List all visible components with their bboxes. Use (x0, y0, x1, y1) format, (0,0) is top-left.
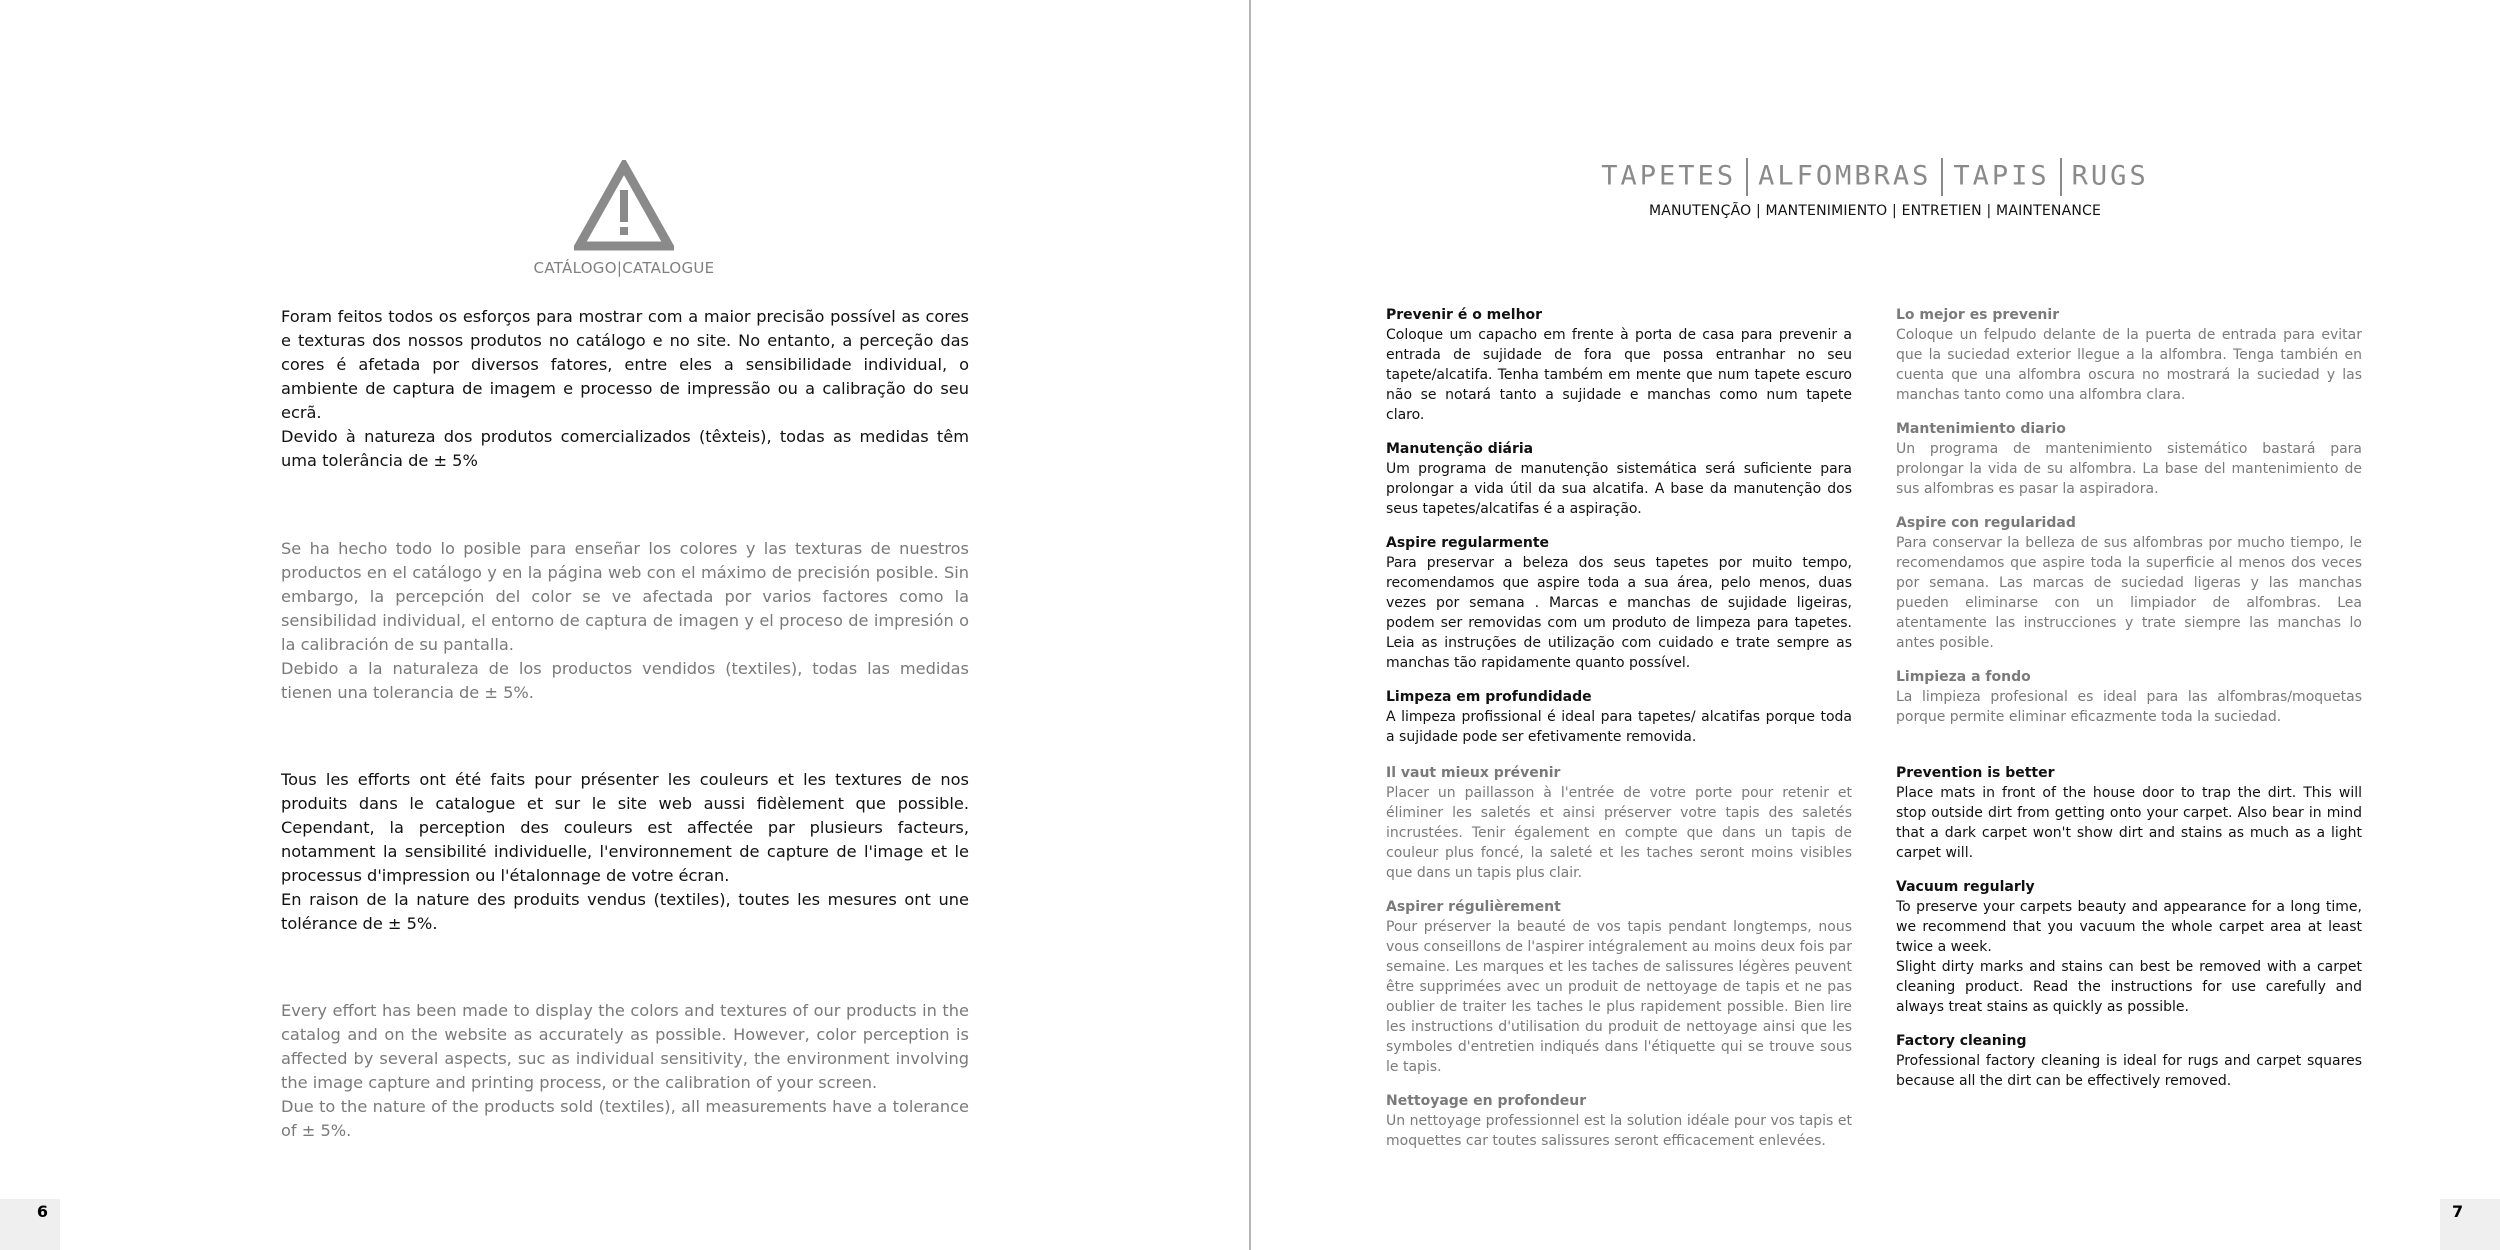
section-heading: Lo mejor es prevenir (1896, 307, 2060, 323)
section-body: Placer un paillasson à l'entrée de votre porte pour retenir et éliminer les saletés et ainsi préserver votre tapis des saletés incrustées. Tenir également en compte que dans un tapis de couleur plus foncé, la saleté et les taches seront moins visibles que dans un tapis plus clair. (1386, 785, 1852, 881)
maintenance-english (1896, 763, 2362, 1105)
section-body: Coloque un felpudo delante de la puerta de entrada para evitar que la suciedad exterior llegue a la alfombra. Tenga también en cuenta que una alfombra oscura no mostrará la suciedad y las manchas tanto como una alfombra clara. (1896, 327, 2362, 403)
maintenance-section (1896, 419, 2362, 499)
maintenance-section (1896, 763, 2362, 863)
disclaimer-paragraph: Se ha hecho todo lo posible para enseñar los colores y las texturas de nuestros productos en el catálogo y en la página web con el máximo de precisión posible. Sin embargo, la percepción del color se ve afectada por varios factores como la sensibilidad individual, el entorno de captura de imagen y el proceso de impresión o la calibración de su pantalla. (281, 539, 969, 654)
maintenance-spanish (1896, 305, 2362, 741)
maintenance-section (1386, 305, 1852, 425)
section-body: Un programa de mantenimiento sistemático bastará para prolongar la vida de su alfombra. La base del mantenimiento de sus alfombras es pasar la aspiradora. (1896, 441, 2362, 497)
section-body: Coloque um capacho em frente à porta de casa para prevenir a entrada de sujidade de fora que possa entranhar no seu tapete/alcatifa. Tenha também em mente que num tapete escuro não se notará tanto a sujidade e manchas como num tapete claro. (1386, 327, 1852, 423)
page-subtitle: MANUTENÇÃO | MANTENIMIENTO | ENTRETIEN | MAINTENANCE (1648, 203, 2102, 219)
maintenance-section (1386, 687, 1852, 747)
disclaimer-paragraph: Foram feitos todos os esforços para mostrar com a maior precisão possível as cores e texturas dos nossos produtos no catálogo e no site. No entanto, a perceção das cores é afetada por diversos fatores, entre eles a sensibilidade individual, o ambiente de captura de imagem e processo de impressão ou a calibração do seu ecrã. (281, 307, 969, 422)
disclaimer-paragraph: Every effort has been made to display the colors and textures of our products in the catalog and on the website as accurately as possible. However, color perception is affected by several aspects, suc as individual sensitivity, the environment involving the image capture and printing process, or the calibration of your screen. (281, 1001, 969, 1092)
maintenance-section (1896, 513, 2362, 653)
section-heading: Prevenir é o melhor (1386, 307, 1543, 323)
section-body: To preserve your carpets beauty and appearance for a long time, we recommend that you vacuum the whole carpet area at least twice a week. (1896, 899, 2362, 955)
page-title (1250, 158, 2500, 196)
section-body: Professional factory cleaning is ideal for rugs and carpet squares because all the dirt can be effectively removed. (1896, 1053, 2362, 1089)
section-body: Um programa de manutenção sistemática será suficiente para prolongar a vida útil da sua alcatifa. A base da manutenção dos seus tapetes/alcatifas é a aspiração. (1386, 461, 1852, 517)
maintenance-section (1386, 439, 1852, 519)
disclaimer-spanish (281, 537, 969, 705)
section-body: Para conservar la belleza de sus alfombras por mucho tiempo, le recomendamos que aspire toda la superficie al menos dos veces por semana. Las marcas de suciedad ligeras y las manchas pueden eliminarse con un limpiador de alfombras. Lea atentamente las instrucciones y trate siempre las manchas lo antes posible. (1896, 535, 2362, 651)
catalog-label: CATÁLOGO|CATALOGUE (533, 259, 715, 277)
disclaimer-paragraph: Tous les efforts ont été faits pour présenter les couleurs et les textures de nos produits dans le catalogue et sur le site web aussi fidèlement que possible. Cependant, la perception des couleurs est affectée par plusieurs facteurs, notamment la sensibilité individuelle, l'environnement de capture de l'image et le processus d'impression ou l'étalonnage de votre écran. (281, 770, 969, 885)
disclaimer-paragraph: En raison de la nature des produits vendus (textiles), toutes les mesures ont une tolérance de ± 5%. (281, 890, 969, 933)
section-heading: Vacuum regularly (1896, 879, 2035, 895)
section-body: Para preservar a beleza dos seus tapetes por muito tempo, recomendamos que aspire toda a sua área, pelo menos, duas vezes por semana . Marcas e manchas de sujidade ligeiras, podem ser removidas com um produto de limpeza para tapetes. Leia as instruções de utilização com cuidado e trate sempre as manchas tão rapidamente quanto possível. (1386, 555, 1852, 671)
disclaimer-paragraph: Devido à natureza dos produtos comercializados (têxteis), todas as medidas têm uma tolerância de ± 5% (281, 427, 969, 470)
page-number-left: 6 (0, 1199, 60, 1250)
section-heading: Il vaut mieux prévenir (1386, 765, 1561, 781)
section-body: A limpeza profissional é ideal para tapetes/ alcatifas porque toda a sujidade pode ser efetivamente removida. (1386, 709, 1852, 745)
section-body: Un nettoyage professionnel est la solution idéale pour vos tapis et moquettes car toutes salissures seront efficacement enlevées. (1386, 1113, 1852, 1149)
page-number-right: 7 (2440, 1199, 2500, 1250)
section-heading: Aspire con regularidad (1896, 515, 2076, 531)
title-word: ALFOMBRAS (1758, 160, 1932, 192)
section-heading: Manutenção diária (1386, 441, 1534, 457)
maintenance-portuguese (1386, 305, 1852, 761)
maintenance-section (1896, 667, 2362, 727)
section-body: Pour préserver la beauté de vos tapis pendant longtemps, nous vous conseillons de l'aspirer intégralement au moins deux fois par semaine. Les marques et les taches de salissures légères peuvent être supprimées avec un produit de nettoyage de tapis et ne pas oublier de traiter les taches le plus rapidement possible. Bien lire les instructions d'utilisation du produit de nettoyage ainsi que les symboles d'entretien indiqués dans l'étiquette qui se trouve sous le tapis. (1386, 919, 1852, 1075)
title-word: RUGS (2071, 160, 2149, 192)
maintenance-section (1896, 1031, 2362, 1091)
title-separator (2060, 158, 2062, 196)
title-separator (1746, 158, 1748, 196)
section-body: Place mats in front of the house door to trap the dirt. This will stop outside dirt from getting onto your carpet. Also bear in mind that a dark carpet won't show dirt and stains as much as a light carpet will. (1896, 785, 2362, 861)
section-heading: Limpeza em profundidade (1386, 689, 1592, 705)
maintenance-section (1386, 1091, 1852, 1151)
section-body: La limpieza profesional es ideal para las alfombras/moquetas porque permite eliminar eficazmente toda la suciedad. (1896, 689, 2362, 725)
section-heading: Prevention is better (1896, 765, 2055, 781)
section-heading: Aspirer régulièrement (1386, 899, 1561, 915)
section-heading: Aspire regularmente (1386, 535, 1550, 551)
title-word: TAPIS (1953, 160, 2050, 192)
section-heading: Mantenimiento diario (1896, 421, 2066, 437)
maintenance-section (1896, 877, 2362, 1017)
disclaimer-paragraph: Due to the nature of the products sold (textiles), all measurements have a tolerance of ± 5%. (281, 1097, 969, 1140)
maintenance-section (1386, 897, 1852, 1077)
disclaimer-french (281, 768, 969, 936)
maintenance-section (1896, 305, 2362, 405)
disclaimer-english (281, 999, 969, 1143)
warning-triangle-icon (574, 160, 674, 252)
section-heading: Nettoyage en profondeur (1386, 1093, 1587, 1109)
section-body: Slight dirty marks and stains can best be removed with a carpet cleaning product. Read the instructions for use carefully and always treat stains as quickly as possible. (1896, 959, 2362, 1015)
section-heading: Factory cleaning (1896, 1033, 2027, 1049)
section-heading: Limpieza a fondo (1896, 669, 2031, 685)
title-word: TAPETES (1601, 160, 1737, 192)
title-separator (1941, 158, 1943, 196)
maintenance-section (1386, 763, 1852, 883)
disclaimer-paragraph: Debido a la naturaleza de los productos vendidos (textiles), todas las medidas tienen una tolerancia de ± 5%. (281, 659, 969, 702)
maintenance-section (1386, 533, 1852, 673)
disclaimer-portuguese (281, 305, 969, 473)
maintenance-french (1386, 763, 1852, 1165)
